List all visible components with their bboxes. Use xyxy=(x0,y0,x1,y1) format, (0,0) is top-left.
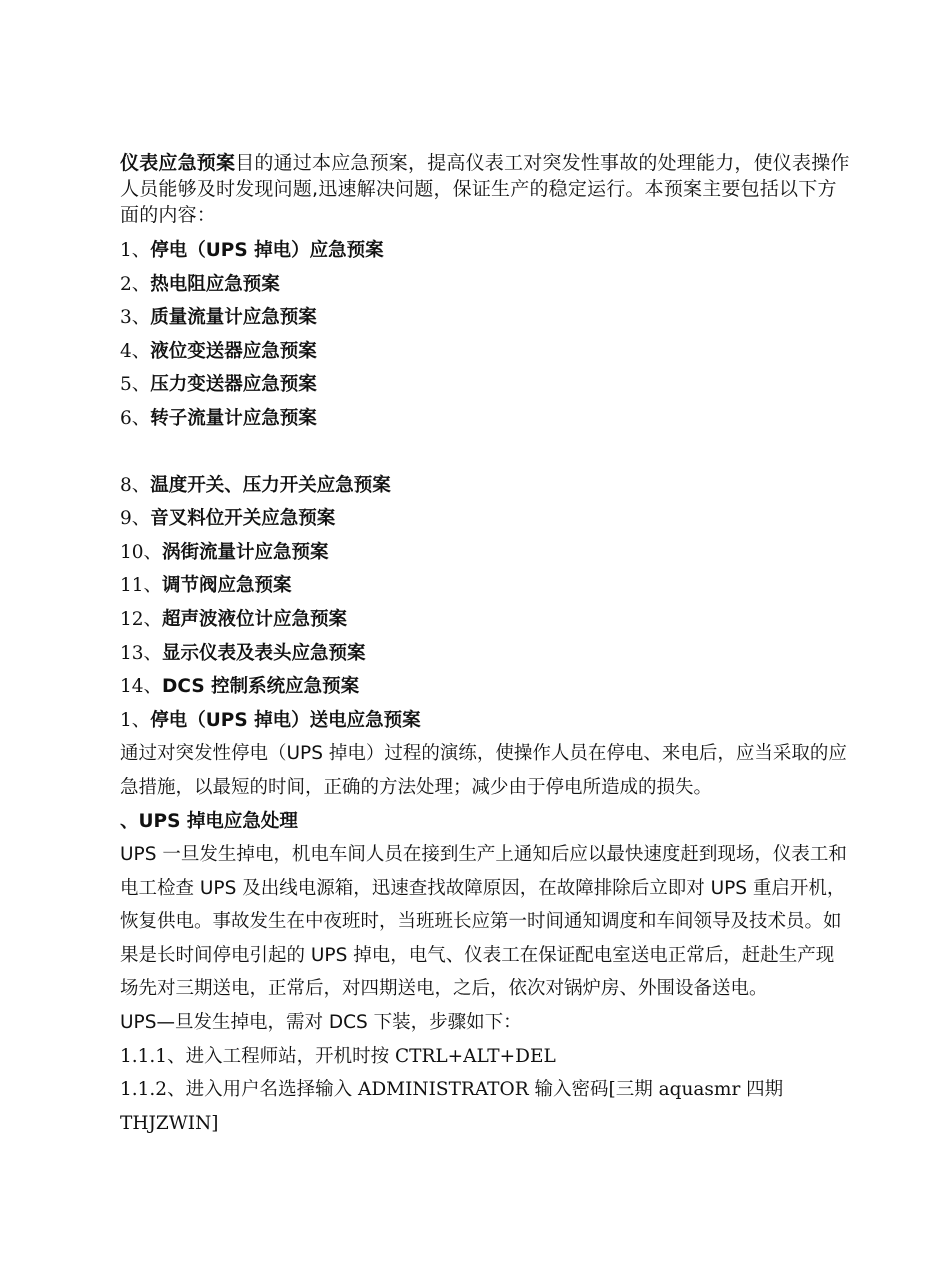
intro-bold-title: 仪表应急预案 xyxy=(120,152,236,174)
list-item xyxy=(120,234,850,268)
list-item xyxy=(120,469,850,503)
list-item-title: DCS 控制系统应急预案 xyxy=(162,676,360,698)
subheading xyxy=(120,805,850,839)
list-item-title: 调节阀应急预案 xyxy=(162,575,292,597)
list-item xyxy=(120,637,850,671)
list-item xyxy=(120,569,850,603)
list-item-number: 2、 xyxy=(120,273,151,295)
list-item xyxy=(120,670,850,704)
dcs-download-intro: UPS—旦发生掉电，需对 DCS 下装，步骤如下： xyxy=(120,1012,522,1034)
ups-procedure-paragraph: UPS 一旦发生掉电，机电车间人员在接到生产上通知后应以最快速度赶到现场，仪表工和电工检查 UPS 及出线电源箱，迅速查找故障原因，在故障排除后立即对 UPS 重启开机，恢复供电。事故发生在中夜班时，当班班长应第一时间通知调度和车间领导及技术员。如果是长时间停电引起的 UPS 掉电，电气、仪表工在保证配电室送电正常后，赶赴生产现场先对三期送电，正常后，对四期送电，之后，依次对锅炉房、外围设备送电。 xyxy=(120,844,847,1000)
list-item-number: 12、 xyxy=(120,608,163,630)
section-heading-title: 停电（UPS 掉电）送电应急预案 xyxy=(150,709,421,731)
list-item-number: 4、 xyxy=(120,340,151,362)
list-item-number: 5、 xyxy=(120,374,151,396)
list-item-title: 质量流量计应急预案 xyxy=(150,307,317,329)
list-item-number: 13、 xyxy=(120,642,163,664)
list-item-title: 液位变送器应急预案 xyxy=(150,340,317,362)
list-item-number: 10、 xyxy=(120,541,163,563)
section-paragraph: 通过对突发性停电（UPS 掉电）过程的演练，使操作人员在停电、来电后，应当采取的应急措施，以最短的时间，正确的方法处理；减少由于停电所造成的损失。 xyxy=(120,743,847,798)
blank-line xyxy=(120,436,850,469)
list-item xyxy=(120,402,850,436)
list-item-title: 转子流量计应急预案 xyxy=(150,407,317,429)
section-heading xyxy=(120,704,850,738)
list-item-number: 9、 xyxy=(120,508,151,530)
list-item xyxy=(120,536,850,570)
document-page xyxy=(120,150,850,1140)
list-item-title: 显示仪表及表头应急预案 xyxy=(162,642,366,664)
list-item xyxy=(120,603,850,637)
list-item xyxy=(120,301,850,335)
list-item xyxy=(120,335,850,369)
list-item-title: 热电阻应急预案 xyxy=(150,273,280,295)
intro-text: 目的通过本应急预案，提高仪表工对突发性事故的处理能力，使仪表操作人员能够及时发现问题,迅速解决问题，保证生产的稳定运行。本预案主要包括以下方面的内容： xyxy=(120,152,850,226)
list-item-number: 14、 xyxy=(120,676,163,698)
list-item-title: 超声波液位计应急预案 xyxy=(162,608,348,630)
list-item-title: 涡街流量计应急预案 xyxy=(162,541,329,563)
list-item-title: 压力变送器应急预案 xyxy=(150,374,317,396)
list-item-title: 温度开关、压力开关应急预案 xyxy=(150,474,391,496)
plan-list-a xyxy=(120,234,850,436)
step-2: 1.1.2、进入用户名选择输入 ADMINISTRATOR 输入密码[三期 aquasmr 四期 THJZWIN] xyxy=(120,1079,784,1134)
list-item-title: 音叉料位开关应急预案 xyxy=(150,508,336,530)
list-item xyxy=(120,268,850,302)
list-item xyxy=(120,368,850,402)
step-1: 1.1.1、进入工程师站，开机时按 CTRL+ALT+DEL xyxy=(120,1045,556,1067)
list-item-number: 8、 xyxy=(120,474,151,496)
section-heading-number: 1、 xyxy=(120,709,151,731)
intro-paragraph xyxy=(120,150,850,228)
plan-list-b xyxy=(120,469,850,738)
list-item-number: 3、 xyxy=(120,307,151,329)
list-item xyxy=(120,502,850,536)
list-item-number: 1、 xyxy=(120,240,151,261)
list-item-number: 6、 xyxy=(120,407,151,429)
subheading-title: 、UPS 掉电应急处理 xyxy=(120,810,298,832)
list-item-title: 停电（UPS 掉电）应急预案 xyxy=(150,240,384,261)
list-item-number: 11、 xyxy=(120,575,163,597)
